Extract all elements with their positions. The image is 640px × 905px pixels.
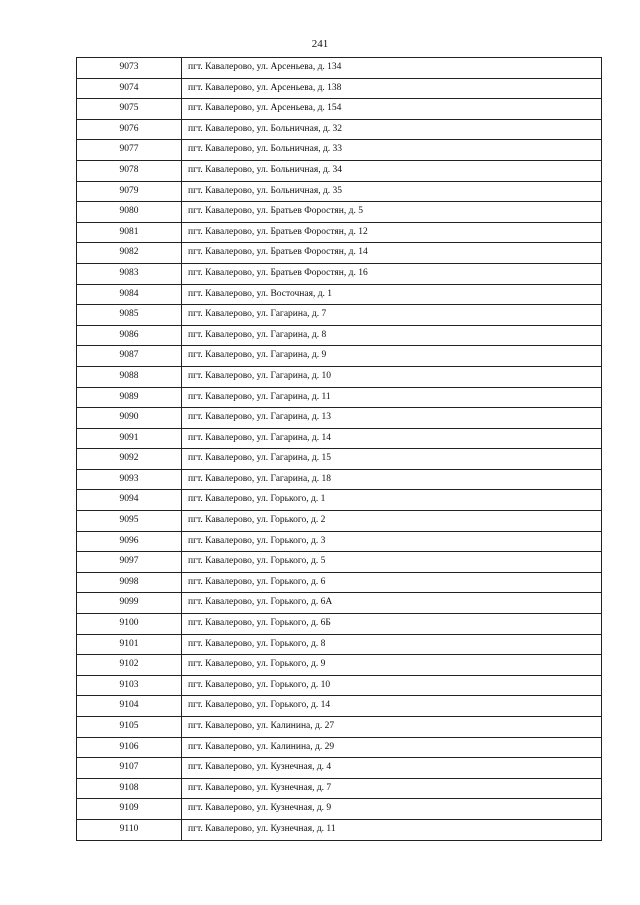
table-row xyxy=(77,614,602,635)
address-cell: пгт. Кавалерово, ул. Гагарина, д. 8 xyxy=(182,325,602,346)
address-cell: пгт. Кавалерово, ул. Гагарина, д. 14 xyxy=(182,428,602,449)
address-cell: пгт. Кавалерово, ул. Гагарина, д. 7 xyxy=(182,305,602,326)
table-row xyxy=(77,758,602,779)
address-cell: пгт. Кавалерово, ул. Горького, д. 14 xyxy=(182,696,602,717)
table-row xyxy=(77,799,602,820)
table-row xyxy=(77,778,602,799)
address-cell: пгт. Кавалерово, ул. Гагарина, д. 15 xyxy=(182,449,602,470)
row-number-cell: 9094 xyxy=(77,490,182,511)
table-row xyxy=(77,140,602,161)
row-number-cell: 9089 xyxy=(77,387,182,408)
row-number-cell: 9073 xyxy=(77,58,182,79)
address-cell: пгт. Кавалерово, ул. Горького, д. 5 xyxy=(182,552,602,573)
row-number-cell: 9100 xyxy=(77,614,182,635)
address-cell: пгт. Кавалерово, ул. Горького, д. 6Б xyxy=(182,614,602,635)
table-row xyxy=(77,346,602,367)
address-cell: пгт. Кавалерово, ул. Горького, д. 1 xyxy=(182,490,602,511)
row-number-cell: 9104 xyxy=(77,696,182,717)
address-cell: пгт. Кавалерово, ул. Гагарина, д. 9 xyxy=(182,346,602,367)
address-cell: пгт. Кавалерово, ул. Гагарина, д. 18 xyxy=(182,469,602,490)
table-row xyxy=(77,819,602,840)
table-row xyxy=(77,366,602,387)
address-table xyxy=(76,57,602,841)
row-number-cell: 9086 xyxy=(77,325,182,346)
row-number-cell: 9109 xyxy=(77,799,182,820)
table-row xyxy=(77,634,602,655)
table-row xyxy=(77,181,602,202)
table-row xyxy=(77,449,602,470)
row-number-cell: 9075 xyxy=(77,99,182,120)
row-number-cell: 9074 xyxy=(77,78,182,99)
address-cell: пгт. Кавалерово, ул. Кузнечная, д. 4 xyxy=(182,758,602,779)
address-cell: пгт. Кавалерово, ул. Арсеньева, д. 138 xyxy=(182,78,602,99)
row-number-cell: 9106 xyxy=(77,737,182,758)
table-row xyxy=(77,99,602,120)
address-cell: пгт. Кавалерово, ул. Горького, д. 2 xyxy=(182,511,602,532)
row-number-cell: 9108 xyxy=(77,778,182,799)
row-number-cell: 9079 xyxy=(77,181,182,202)
address-cell: пгт. Кавалерово, ул. Братьев Форостян, д. 14 xyxy=(182,243,602,264)
address-cell: пгт. Кавалерово, ул. Братьев Форостян, д. 12 xyxy=(182,222,602,243)
table-row xyxy=(77,160,602,181)
row-number-cell: 9095 xyxy=(77,511,182,532)
address-cell: пгт. Кавалерово, ул. Калинина, д. 27 xyxy=(182,717,602,738)
row-number-cell: 9090 xyxy=(77,408,182,429)
address-cell: пгт. Кавалерово, ул. Гагарина, д. 11 xyxy=(182,387,602,408)
table-row xyxy=(77,387,602,408)
address-table-body xyxy=(77,58,602,841)
table-row xyxy=(77,284,602,305)
table-row xyxy=(77,531,602,552)
address-cell: пгт. Кавалерово, ул. Горького, д. 6А xyxy=(182,593,602,614)
row-number-cell: 9102 xyxy=(77,655,182,676)
address-cell: пгт. Кавалерово, ул. Калинина, д. 29 xyxy=(182,737,602,758)
address-cell: пгт. Кавалерово, ул. Горького, д. 10 xyxy=(182,675,602,696)
row-number-cell: 9082 xyxy=(77,243,182,264)
address-cell: пгт. Кавалерово, ул. Больничная, д. 34 xyxy=(182,160,602,181)
row-number-cell: 9107 xyxy=(77,758,182,779)
table-row xyxy=(77,428,602,449)
address-cell: пгт. Кавалерово, ул. Братьев Форостян, д. 5 xyxy=(182,202,602,223)
table-row xyxy=(77,717,602,738)
address-cell: пгт. Кавалерово, ул. Больничная, д. 35 xyxy=(182,181,602,202)
table-row xyxy=(77,655,602,676)
row-number-cell: 9080 xyxy=(77,202,182,223)
table-row xyxy=(77,696,602,717)
table-row xyxy=(77,511,602,532)
address-cell: пгт. Кавалерово, ул. Больничная, д. 32 xyxy=(182,119,602,140)
row-number-cell: 9110 xyxy=(77,819,182,840)
address-cell: пгт. Кавалерово, ул. Больничная, д. 33 xyxy=(182,140,602,161)
row-number-cell: 9099 xyxy=(77,593,182,614)
row-number-cell: 9096 xyxy=(77,531,182,552)
row-number-cell: 9084 xyxy=(77,284,182,305)
row-number-cell: 9093 xyxy=(77,469,182,490)
table-row xyxy=(77,572,602,593)
address-cell: пгт. Кавалерово, ул. Братьев Форостян, д. 16 xyxy=(182,263,602,284)
table-row xyxy=(77,675,602,696)
row-number-cell: 9103 xyxy=(77,675,182,696)
table-row xyxy=(77,222,602,243)
row-number-cell: 9078 xyxy=(77,160,182,181)
page-number: 241 xyxy=(311,38,329,50)
address-cell: пгт. Кавалерово, ул. Восточная, д. 1 xyxy=(182,284,602,305)
row-number-cell: 9076 xyxy=(77,119,182,140)
address-cell: пгт. Кавалерово, ул. Кузнечная, д. 11 xyxy=(182,819,602,840)
row-number-cell: 9077 xyxy=(77,140,182,161)
address-cell: пгт. Кавалерово, ул. Гагарина, д. 13 xyxy=(182,408,602,429)
table-row xyxy=(77,737,602,758)
table-row xyxy=(77,325,602,346)
table-row xyxy=(77,305,602,326)
table-row xyxy=(77,78,602,99)
table-row xyxy=(77,490,602,511)
table-row xyxy=(77,202,602,223)
row-number-cell: 9091 xyxy=(77,428,182,449)
row-number-cell: 9088 xyxy=(77,366,182,387)
table-row xyxy=(77,552,602,573)
address-cell: пгт. Кавалерово, ул. Кузнечная, д. 7 xyxy=(182,778,602,799)
row-number-cell: 9101 xyxy=(77,634,182,655)
row-number-cell: 9098 xyxy=(77,572,182,593)
row-number-cell: 9087 xyxy=(77,346,182,367)
row-number-cell: 9085 xyxy=(77,305,182,326)
row-number-cell: 9083 xyxy=(77,263,182,284)
address-cell: пгт. Кавалерово, ул. Гагарина, д. 10 xyxy=(182,366,602,387)
table-row xyxy=(77,593,602,614)
row-number-cell: 9105 xyxy=(77,717,182,738)
address-cell: пгт. Кавалерово, ул. Кузнечная, д. 9 xyxy=(182,799,602,820)
row-number-cell: 9097 xyxy=(77,552,182,573)
table-row xyxy=(77,263,602,284)
address-cell: пгт. Кавалерово, ул. Арсеньева, д. 154 xyxy=(182,99,602,120)
address-cell: пгт. Кавалерово, ул. Горького, д. 6 xyxy=(182,572,602,593)
row-number-cell: 9081 xyxy=(77,222,182,243)
address-cell: пгт. Кавалерово, ул. Горького, д. 8 xyxy=(182,634,602,655)
table-row xyxy=(77,58,602,79)
address-cell: пгт. Кавалерово, ул. Горького, д. 3 xyxy=(182,531,602,552)
table-row xyxy=(77,408,602,429)
row-number-cell: 9092 xyxy=(77,449,182,470)
address-cell: пгт. Кавалерово, ул. Арсеньева, д. 134 xyxy=(182,58,602,79)
table-row xyxy=(77,469,602,490)
table-row xyxy=(77,119,602,140)
address-cell: пгт. Кавалерово, ул. Горького, д. 9 xyxy=(182,655,602,676)
table-row xyxy=(77,243,602,264)
